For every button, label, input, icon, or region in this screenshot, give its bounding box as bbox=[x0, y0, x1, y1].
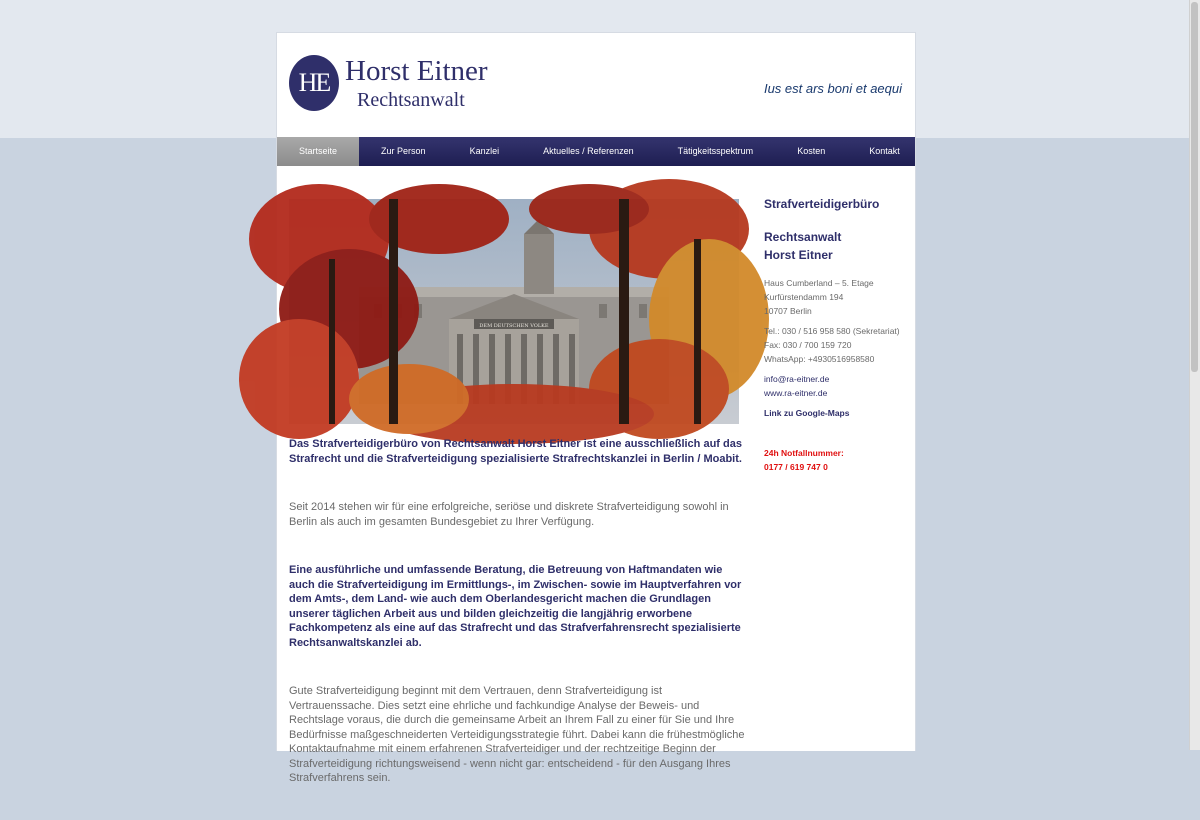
paragraph-since-2014: Seit 2014 stehen wir für eine erfolgreiche, seriöse und diskrete Strafverteidigung sowohl in Berlin als auch im gesamten Bundesgebiet zu Ihrer Verfügung. bbox=[289, 501, 729, 528]
whatsapp-number: WhatsApp: +4930516958580 bbox=[764, 354, 875, 364]
page-container bbox=[276, 32, 916, 784]
fax-number: Fax: 030 / 700 159 720 bbox=[764, 340, 852, 350]
reichstag-inscription: DEM DEUTSCHEN VOLKE bbox=[479, 323, 549, 329]
nav-item-kontakt[interactable]: Kontakt bbox=[869, 146, 900, 156]
main-nav bbox=[277, 137, 915, 166]
nav-item-kanzlei[interactable]: Kanzlei bbox=[469, 146, 500, 156]
intro-paragraph: Das Strafverteidigerbüro von Rechtsanwalt Horst Eitner ist eine ausschließlich auf das Strafrecht und die Strafverteidigung spezialisierte Strafrechtskanzlei in Berlin / Moabit. bbox=[289, 438, 742, 465]
nav-item-aktuelles[interactable]: Aktuelles / Referenzen bbox=[543, 146, 634, 156]
website-link[interactable]: www.ra-eitner.de bbox=[764, 388, 828, 398]
address-line-2: Kurfürstendamm 194 bbox=[764, 292, 844, 302]
emergency-label: 24h Notfallnummer: bbox=[764, 448, 844, 458]
address-line-1: Haus Cumberland – 5. Etage bbox=[764, 278, 874, 288]
paragraph-services: Eine ausführliche und umfassende Beratung, die Betreuung von Haftmandaten wie auch die Strafverteidigung im Ermittlungs-, im Zwischen- sowie im Hauptverfahren vor dem Amts-, dem Land- wie auch dem Oberlandesgericht machen die Grundlagen unserer täglichen Arbeit aus und bilden gleichzeitig die langjährig erworbene Fachkompetenz als eine auf das Strafrecht und das Strafverfahrensrecht spezialisierte Rechtsanwaltskanzlei ab. bbox=[289, 564, 742, 649]
sidebar-heading-office: Strafverteidigerbüro bbox=[764, 197, 880, 211]
contact-sidebar bbox=[764, 195, 909, 474]
nav-item-taetigkeitsspektrum[interactable]: Tätigkeitsspektrum bbox=[677, 146, 754, 156]
logo-name: Horst Eitner bbox=[345, 55, 488, 87]
hero-image bbox=[289, 199, 739, 424]
emergency-number[interactable]: 0177 / 619 747 0 bbox=[764, 462, 828, 472]
google-maps-link[interactable]: Link zu Google-Maps bbox=[764, 408, 850, 418]
page-scrollbar[interactable] bbox=[1189, 0, 1200, 750]
nav-item-kosten[interactable]: Kosten bbox=[797, 146, 826, 156]
logo[interactable] bbox=[289, 55, 489, 115]
email-link[interactable]: info@ra-eitner.de bbox=[764, 374, 830, 384]
main-content bbox=[289, 437, 749, 820]
scrollbar-thumb[interactable] bbox=[1191, 2, 1198, 372]
paragraph-trust: Gute Strafverteidigung beginnt mit dem Vertrauen, denn Strafverteidigung ist Vertrauenssache. Dies setzt eine ehrliche und fachkundige Analyse der Beweis- und Rechtslage voraus, die durch die gemeinsame Arbeit an Ihrem Fall zu einer für Sie und Ihre Bedürfnisse maßgeschneiderten Verteidigungsstrategie führt. Dabei kann die frühestmögliche Kontaktaufnahme mit einem erfahrenen Strafverteidiger und der rechtzeitige Beginn der Strafverteidigung richtungsweisend - wenn nicht gar: entscheidend - für den Ausgang Ihres Strafverfahrens sein. bbox=[289, 685, 745, 784]
nav-item-zur-person[interactable]: Zur Person bbox=[381, 146, 426, 156]
logo-monogram: HE bbox=[289, 55, 339, 111]
sidebar-heading-title: Rechtsanwalt bbox=[764, 230, 842, 244]
nav-item-startseite[interactable]: Startseite bbox=[277, 137, 359, 166]
logo-subtitle: Rechtsanwalt bbox=[357, 89, 465, 111]
address-line-3: 10707 Berlin bbox=[764, 306, 812, 316]
phone-number: Tel.: 030 / 516 958 580 (Sekretariat) bbox=[764, 326, 900, 336]
sidebar-heading-name: Horst Eitner bbox=[764, 248, 833, 262]
motto: Ius est ars boni et aequi bbox=[763, 81, 902, 96]
reichstag-autumn-image bbox=[289, 199, 739, 424]
